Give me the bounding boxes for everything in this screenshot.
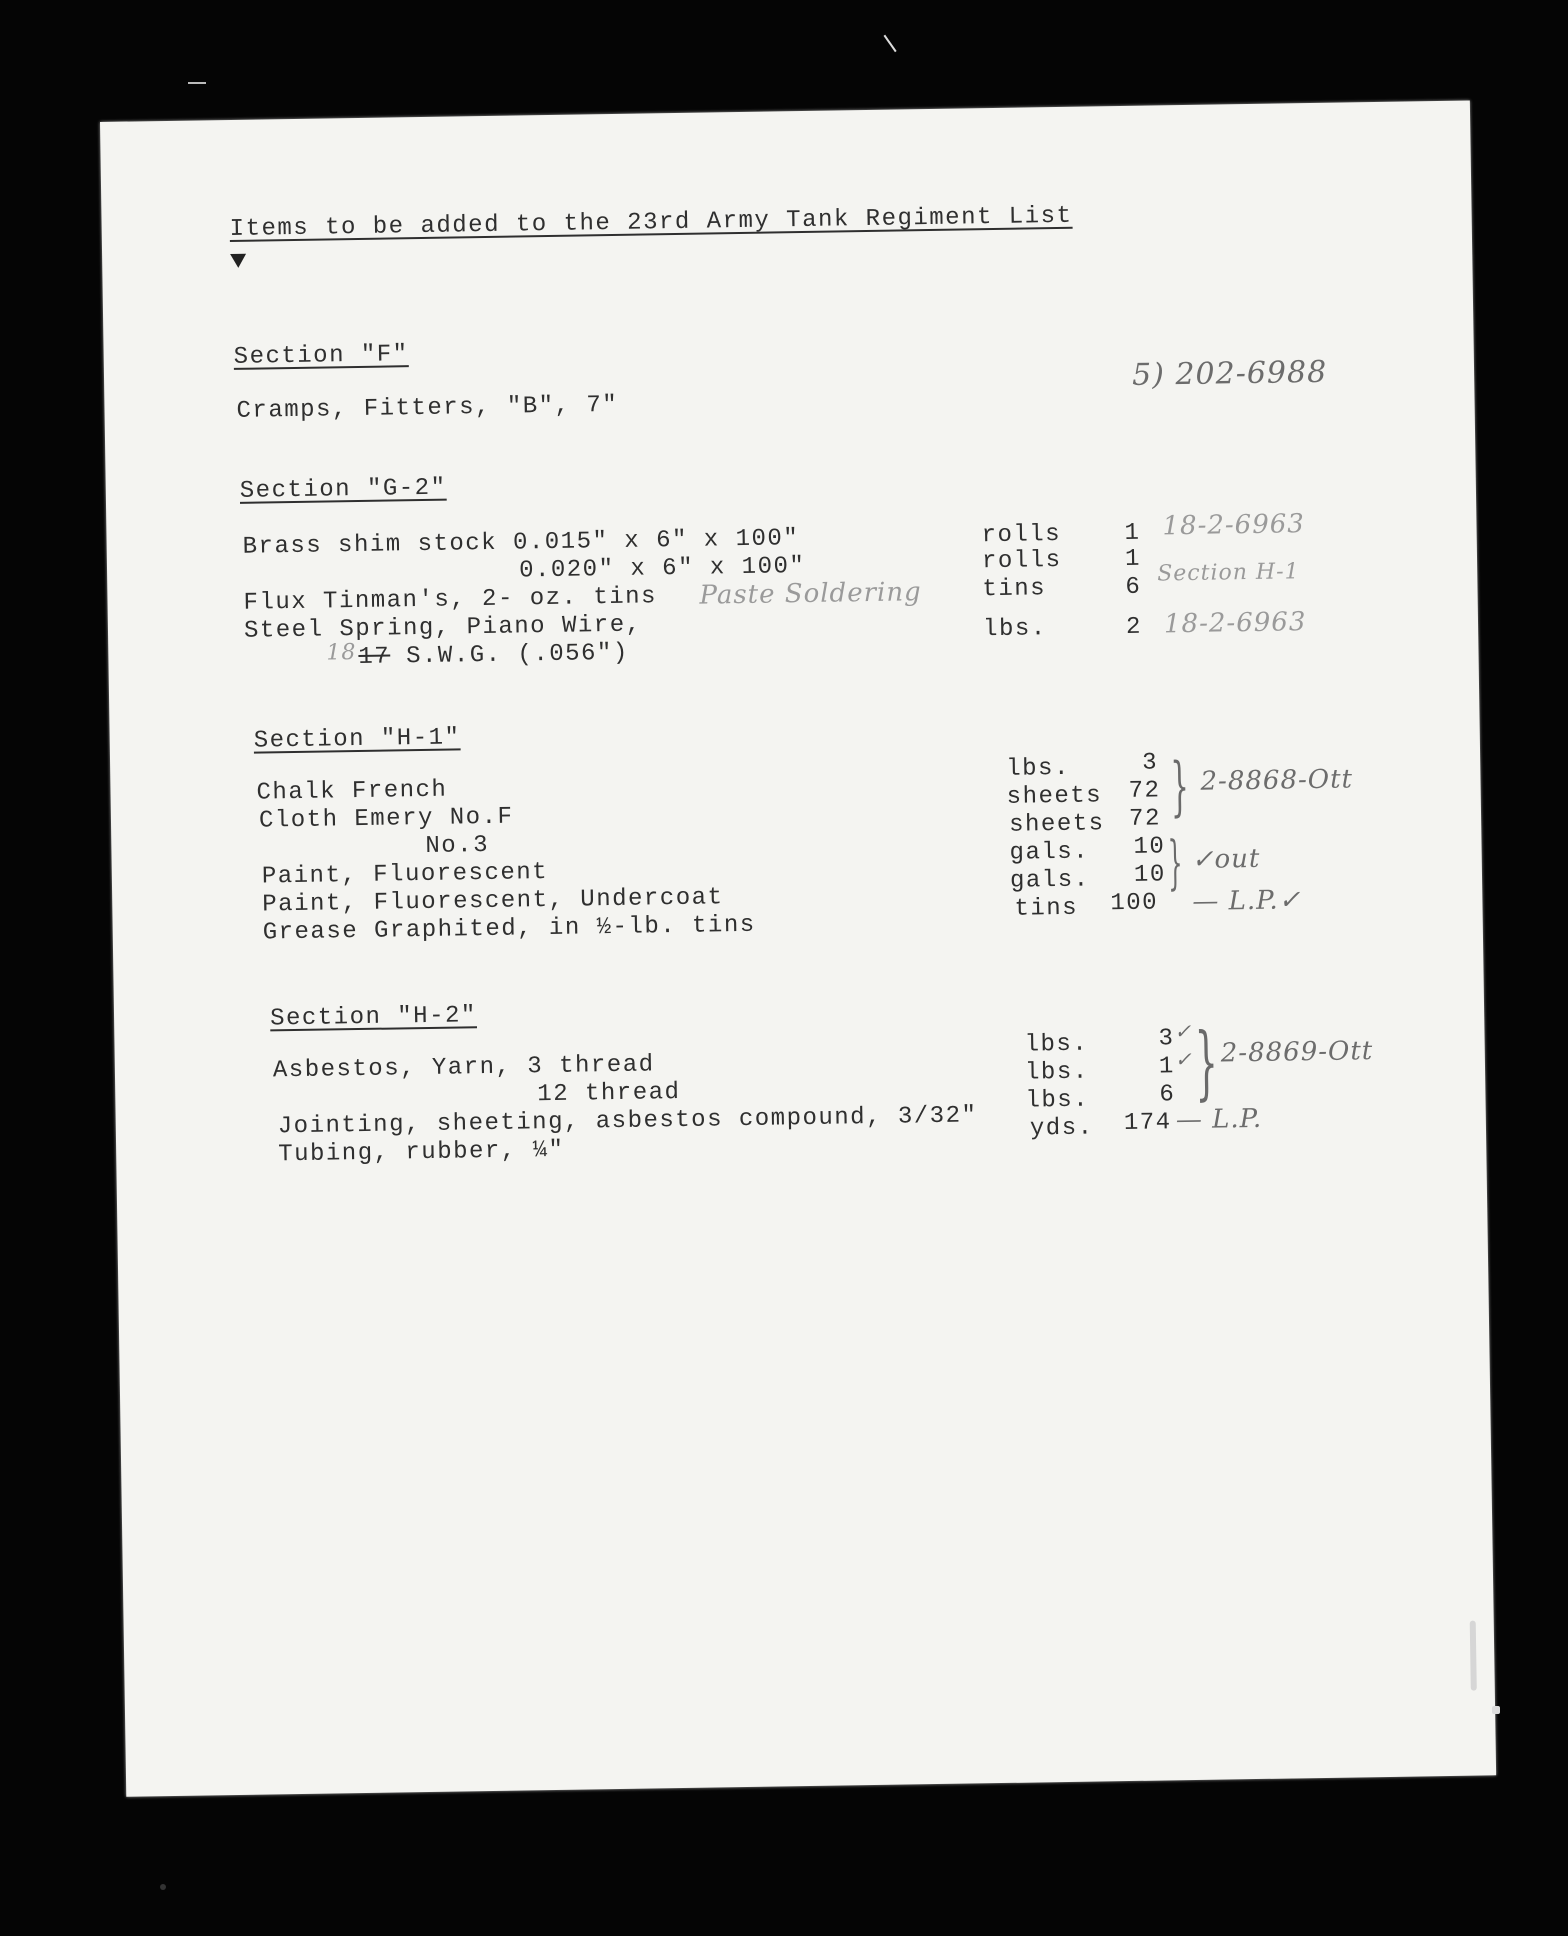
struck-gauge-number: 17 [358, 643, 391, 672]
handwritten-h1-note-3: — L.P.✓ [1192, 885, 1302, 917]
handwritten-brace-h1-a: } [1170, 749, 1190, 825]
document-page [100, 100, 1496, 1796]
section-h1-item-desc: Chalk French [256, 776, 448, 807]
section-h1-item-qty: 10 [1133, 833, 1166, 861]
section-h2-item-qty: 6 [1159, 1081, 1176, 1109]
section-g2-item-desc: Flux Tinman's, 2- oz. tins [243, 583, 658, 617]
handwritten-tick-icon: ✓ [1174, 1018, 1193, 1044]
section-g2-item-desc [358, 640, 629, 672]
section-h1-item-qty: 3 [1141, 749, 1159, 777]
section-h1-item-qty: 72 [1128, 805, 1162, 833]
handwritten-insert-paste-soldering: Paste Soldering [699, 577, 922, 611]
handwritten-tick-icon: ✓ [1174, 1046, 1193, 1072]
section-h2-item-unit: yds. [1029, 1114, 1094, 1143]
section-h2-item-unit: lbs. [1024, 1030, 1089, 1059]
scan-speck-left [188, 82, 206, 84]
gauge-rest: S.W.G. (.056") [390, 639, 629, 671]
section-g2-item-unit: rolls [981, 520, 1062, 550]
section-h1-item-qty: 10 [1133, 861, 1166, 889]
handwritten-h2-note-2: — L.P. [1175, 1103, 1263, 1136]
section-h2-item-qty: 3 [1158, 1025, 1175, 1053]
section-h2-item-desc: 12 thread [537, 1079, 681, 1109]
section-h2-item-unit: lbs. [1025, 1086, 1090, 1115]
section-h1-item-unit: lbs. [1006, 754, 1071, 783]
paper-blemish-right [1470, 1621, 1477, 1691]
section-h2-item-qty: 174 [1123, 1109, 1172, 1138]
handwritten-h1-note-1: 2-8868-Ott [1200, 764, 1354, 797]
section-f-handwritten-note: 5) 202-6988 [1131, 354, 1328, 393]
handwritten-h2-note-1: 2-8869-Ott [1220, 1036, 1374, 1069]
section-g2-item-qty: 1 [1124, 519, 1141, 547]
handwritten-g2-note-2: Section H-1 [1157, 559, 1300, 587]
section-h2-item-unit: lbs. [1024, 1058, 1089, 1087]
section-g2-item-qty: 2 [1125, 613, 1143, 641]
handwritten-h1-note-2: ✓out [1191, 843, 1261, 875]
section-h1-item-desc: Cloth Emery No.F [258, 803, 514, 835]
handwritten-brace-h1-b: } [1167, 828, 1184, 897]
section-g2-item-desc: Brass shim stock 0.015" x 6" x 100" [242, 525, 800, 561]
scan-speck-top [884, 28, 907, 52]
section-h1-heading: Section "H-1" [253, 724, 461, 755]
section-g2-item-unit: lbs. [982, 615, 1047, 644]
section-h2-item-desc: Jointing, sheeting, asbestos compound, 3/32" [277, 1102, 978, 1141]
section-g2-item-qty: 6 [1125, 573, 1142, 601]
section-h1-item-desc: Paint, Fluorescent, Undercoat [262, 884, 724, 919]
scan-speck-right [1492, 1706, 1500, 1714]
section-h2-item-desc: Asbestos, Yarn, 3 thread [272, 1051, 655, 1085]
section-h1-item-unit: tins [1014, 894, 1079, 923]
section-g2-item-unit: tins [982, 575, 1047, 604]
section-h2-item-qty: 1 [1158, 1053, 1176, 1081]
section-h1-item-desc: No.3 [425, 831, 490, 860]
section-h1-item-desc: Paint, Fluorescent [261, 859, 549, 891]
scan-speck-bottom-left [160, 1884, 166, 1890]
section-g2-item-desc: Steel Spring, Piano Wire, [243, 611, 642, 645]
section-g2-item-unit: rolls [981, 546, 1062, 576]
ink-blot-left [230, 254, 246, 268]
section-h1-item-qty: 100 [1110, 889, 1159, 918]
section-h1-item-unit: sheets [1006, 782, 1103, 811]
handwritten-gauge-correction: 18 [326, 640, 357, 666]
section-h1-item-unit: gals. [1009, 866, 1090, 895]
handwritten-g2-note-3: 18-2-6963 [1163, 607, 1307, 640]
section-g2-heading: Section "G-2" [239, 474, 447, 505]
section-h2-item-desc: Tubing, rubber, ¼" [278, 1136, 565, 1169]
section-h1-item-unit: sheets [1008, 810, 1105, 839]
section-f-item: Cramps, Fitters, "B", 7" [236, 391, 619, 425]
section-f-heading: Section "F" [233, 341, 409, 371]
handwritten-brace-h2: } [1194, 1015, 1219, 1109]
section-h1-item-qty: 72 [1128, 777, 1161, 805]
section-h2-heading: Section "H-2" [269, 1002, 478, 1033]
document-title: Items to be added to the 23rd Army Tank Regiment List [229, 202, 1073, 243]
section-h1-item-desc: Grease Graphited, in ½-lb. tins [262, 911, 756, 947]
section-h1-item-unit: gals. [1009, 838, 1090, 867]
handwritten-g2-note-1: 18-2-6963 [1162, 509, 1306, 542]
section-g2-item-qty: 1 [1124, 545, 1142, 573]
section-g2-item-desc: 0.020" x 6" x 100" [518, 552, 806, 585]
